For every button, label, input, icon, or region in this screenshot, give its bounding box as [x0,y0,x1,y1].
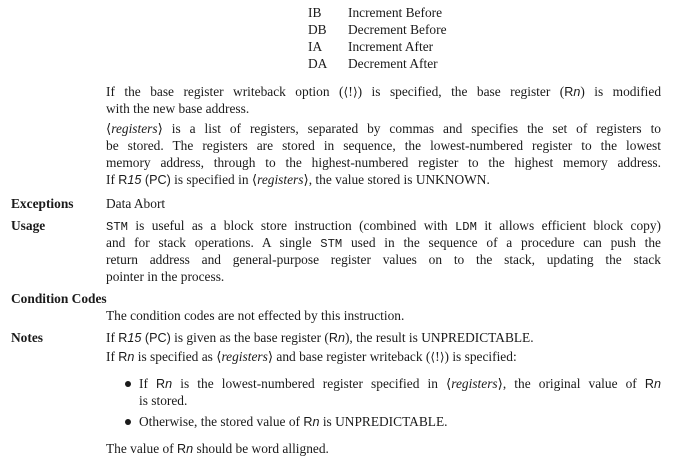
notes-line-2: If Rn is specified as ⟨registers⟩ and base register writeback (⟨!⟩) is specified: [106,349,517,364]
bullet-icon [125,381,131,387]
writeback-line-1: If the base register writeback option (⟨!⟩) is specified, the base register (Rn) is modified [106,84,662,99]
mode-desc: Decrement After [348,56,438,71]
exceptions-text: Data Abort [106,196,166,211]
mode-abbr: IB [308,5,322,20]
usage-line-3: return address and general-purpose register values on to the stack, updating the stack [106,252,661,267]
usage-line-2: and for stack operations. A single STM used in the sequence of a procedure can push the [106,235,662,251]
exceptions-heading: Exceptions [11,196,74,211]
usage-line-1: STM is useful as a block store instruction (combined with LDM it allows efficient block copy) [106,218,661,234]
bullet-icon [125,419,131,425]
notes-bullet-1-line-1: If Rn is the lowest-numbered register specified in ⟨registers⟩, the original value of Rn [139,376,661,391]
condition-codes-text: The condition codes are not effected by this instruction. [106,308,405,323]
registers-line-4: If R15 (PC) is specified in ⟨registers⟩, the value stored is UNKNOWN. [106,172,490,187]
mode-abbr: DB [308,22,327,37]
registers-line-2: be stored. The registers are stored in sequence, the lowest-numbered register to the lowest [106,138,661,153]
notes-heading: Notes [11,330,43,345]
mode-desc: Decrement Before [348,22,447,37]
mode-abbr: DA [308,56,328,71]
notes-line-1: If R15 (PC) is given as the base register (Rn), the result is UNPREDICTABLE. [106,330,534,345]
mode-desc: Increment Before [348,5,443,20]
notes-final-line: The value of Rn should be word alligned. [106,441,329,456]
notes-bullet-1-line-2: is stored. [139,393,188,408]
usage-line-4: pointer in the process. [106,269,225,284]
registers-line-1: ⟨registers⟩ is a list of registers, separated by commas and specifies the set of registers to [106,121,661,136]
mode-abbr: IA [308,39,323,54]
writeback-line-2: with the new base address. [106,101,250,116]
mode-desc: Increment After [348,39,434,54]
notes-bullet-2: Otherwise, the stored value of Rn is UNPREDICTABLE. [139,414,448,429]
condition-codes-heading: Condition Codes [11,291,107,306]
registers-line-3: memory address, through to the highest-numbered register to the highest memory address. [106,155,661,170]
usage-heading: Usage [11,218,46,233]
